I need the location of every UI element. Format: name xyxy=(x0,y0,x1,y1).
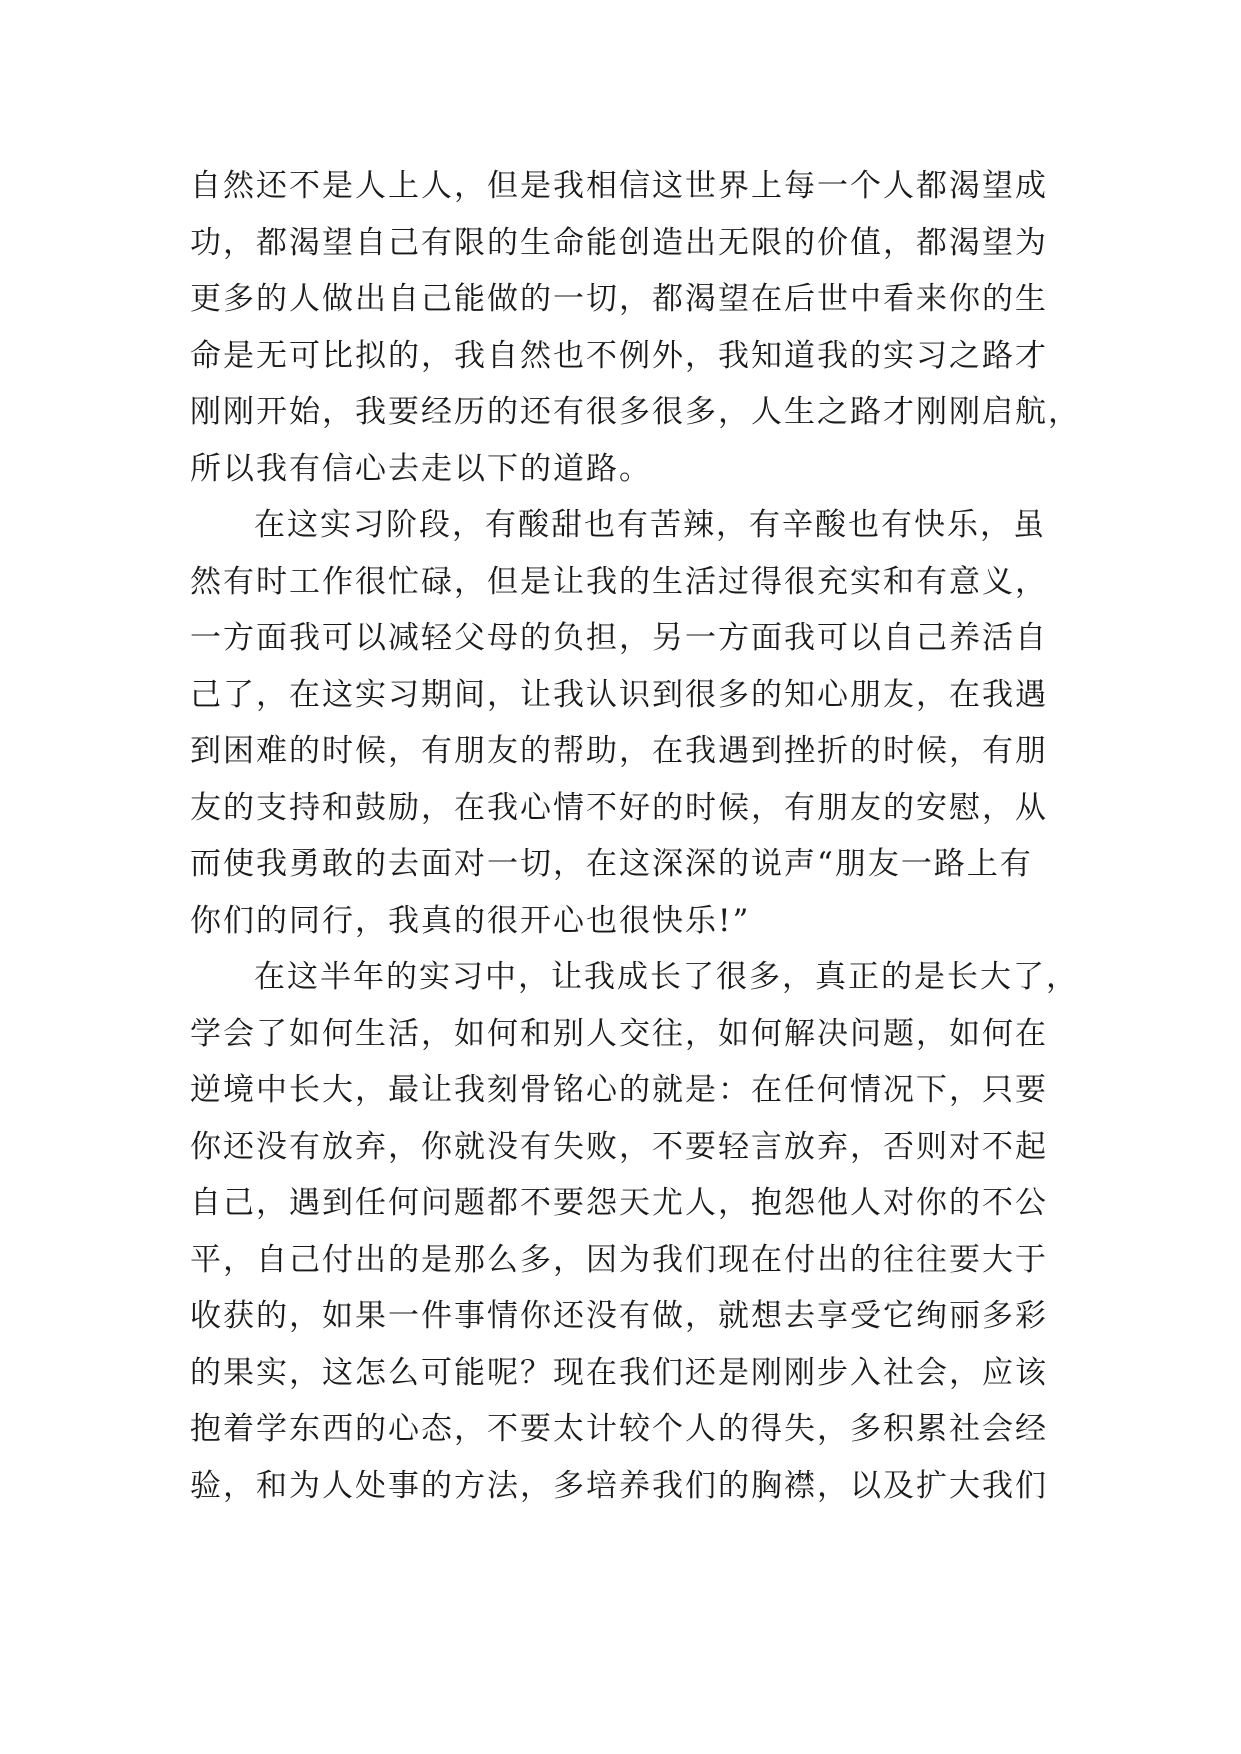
text-line: 所以我有信心去走以下的道路。 xyxy=(190,450,652,487)
text-line: 自然还不是人上人，但是我相信这世界上每一个人都渴望成 xyxy=(190,168,1048,204)
document-body xyxy=(190,158,1081,1514)
text-line: 学会了如何生活，如何和别人交往，如何解决问题，如何在 xyxy=(190,1015,1048,1052)
text-line: 功，都渴望自己有限的生命能创造出无限的价值，都渴望为 xyxy=(190,224,1048,261)
text-line: 友的支持和鼓励，在我心情不好的时候，有朋友的安慰，从 xyxy=(190,789,1048,826)
text-line: 逆境中长大，最让我刻骨铭心的就是：在任何情况下，只要 xyxy=(190,1072,1048,1108)
text-line: 平，自己付出的是那么多，因为我们现在付出的往往要大于 xyxy=(190,1241,1048,1278)
text-line: 你还没有放弃，你就没有失败，不要轻言放弃，否则对不起 xyxy=(190,1128,1048,1165)
text-line: 命是无可比拟的，我自然也不例外，我知道我的实习之路才 xyxy=(190,337,1048,374)
text-line: 验，和为人处事的方法，多培养我们的胸襟，以及扩大我们 xyxy=(190,1467,1048,1504)
text-line: 收获的，如果一件事情你还没有做，就想去享受它绚丽多彩 xyxy=(190,1298,1048,1334)
text-line: 然有时工作很忙碌，但是让我的生活过得很充实和有意义， xyxy=(190,563,1048,600)
text-line: 抱着学东西的心态，不要太计较个人的得失，多积累社会经 xyxy=(190,1411,1048,1447)
text-line: 而使我勇敢的去面对一切，在这深深的说声“朋友一路上有 xyxy=(190,846,1033,882)
text-line: 自己，遇到任何问题都不要怨天尤人，抱怨他人对你的不公 xyxy=(190,1185,1048,1221)
text-line: 一方面我可以减轻父母的负担，另一方面我可以自己养活自 xyxy=(190,620,1048,656)
text-line: 己了，在这实习期间，让我认识到很多的知心朋友，在我遇 xyxy=(190,676,1048,713)
text-line: 到困难的时候，有朋友的帮助，在我遇到挫折的时候，有朋 xyxy=(190,733,1048,769)
text-line: 在这实习阶段，有酸甜也有苦辣，有辛酸也有快乐，虽 xyxy=(254,507,1046,543)
text-line: 你们的同行，我真的很开心也很快乐!” xyxy=(190,902,751,939)
text-line: 更多的人做出自己能做的一切，都渴望在后世中看来你的生 xyxy=(190,281,1048,317)
text-line: 的果实，这怎么可能呢？现在我们还是刚刚步入社会，应该 xyxy=(190,1354,1048,1391)
text-line: 在这半年的实习中，让我成长了很多，真正的是长大了， xyxy=(254,959,1079,995)
text-line: 刚刚开始，我要经历的还有很多很多，人生之路才刚刚启航， xyxy=(190,394,1081,430)
